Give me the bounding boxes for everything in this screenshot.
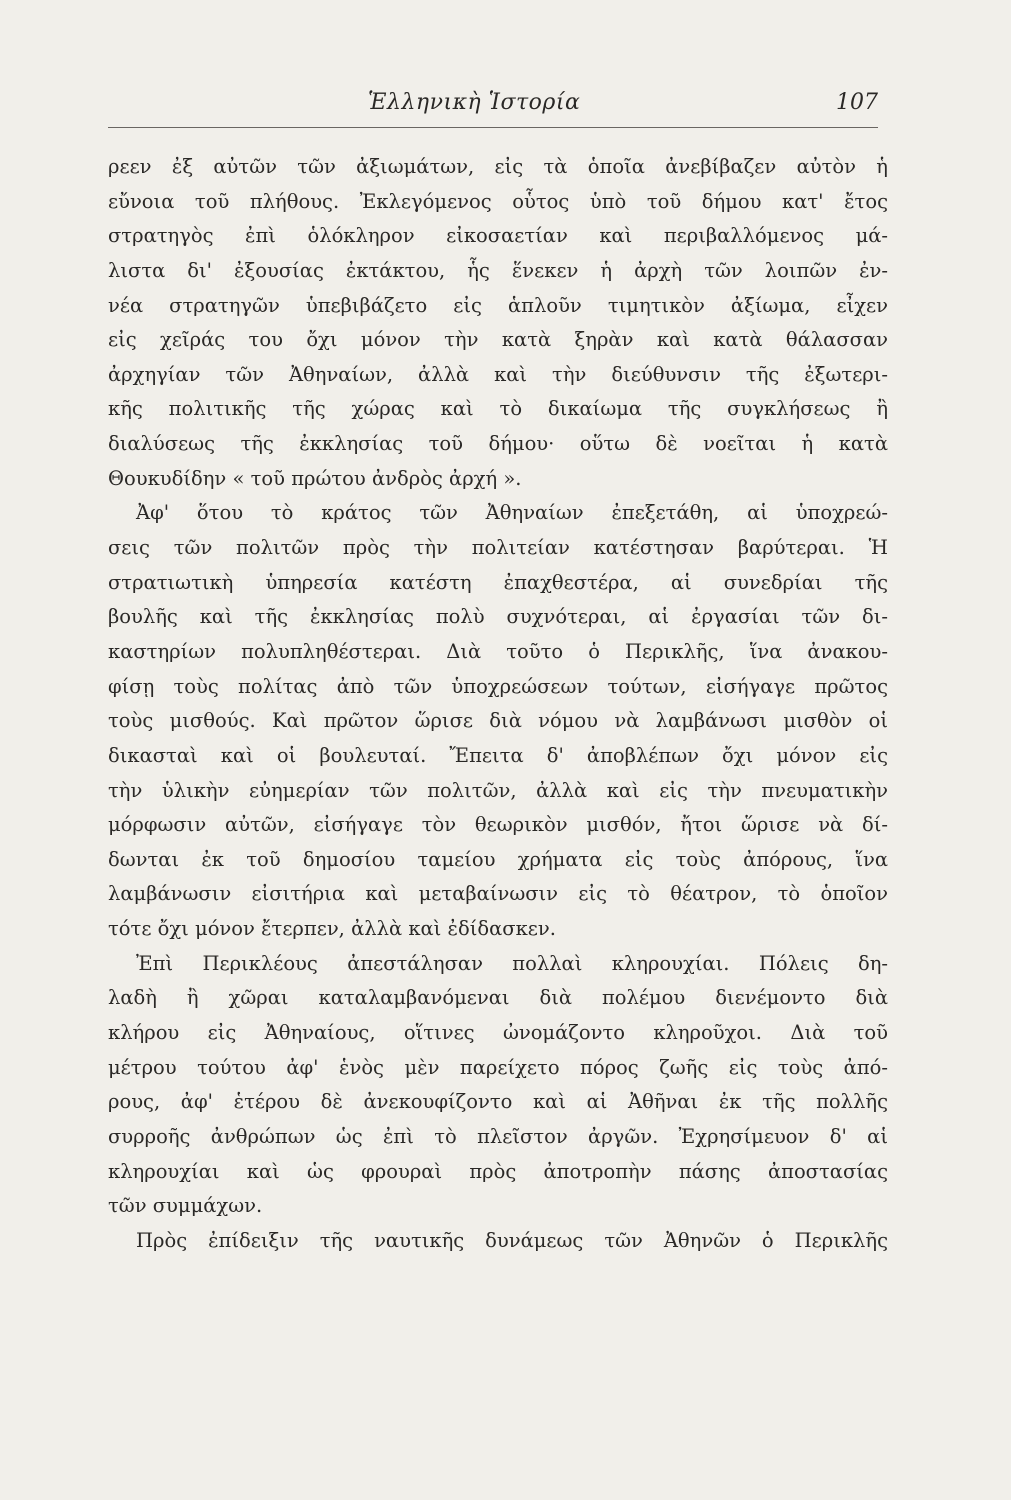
- text-line: στρατηγὸς ἐπὶ ὁλόκληρον εἰκοσαετίαν καὶ περιβαλλόμενος μά-: [108, 224, 888, 248]
- text-line: στρατιωτικὴ ὑπηρεσία κατέστη ἐπαχθεστέρα, αἱ συνεδρίαι τῆς: [108, 570, 888, 594]
- text-line: εἰς χεῖράς του ὄχι μόνον τὴν κατὰ ξηρὰν καὶ κατὰ θάλασσαν: [108, 328, 888, 352]
- text-line: τὴν ὑλικὴν εὐημερίαν τῶν πολιτῶν, ἀλλὰ καὶ εἰς τὴν πνευματικὴν: [108, 778, 888, 802]
- text-line: φίσῃ τοὺς πολίτας ἀπὸ τῶν ὑποχρεώσεων τούτων, εἰσήγαγε πρῶτος: [108, 674, 888, 698]
- text-line: σεις τῶν πολιτῶν πρὸς τὴν πολιτείαν κατέστησαν βαρύτεραι. Ἡ: [108, 536, 888, 560]
- header-rule: [108, 127, 878, 128]
- text-line: Ἐπὶ Περικλέους ἀπεστάλησαν πολλαὶ κληρουχίαι. Πόλεις δη-: [136, 951, 888, 975]
- running-title: Ἑλληνικὴ Ἱστορία: [368, 90, 581, 115]
- text-line: καστηρίων πολυπληθέστεραι. Διὰ τοῦτο ὁ Περικλῆς, ἵνα ἀνακου-: [108, 639, 888, 663]
- text-line: λαδὴ ἢ χῶραι καταλαμβανόμεναι διὰ πολέμου διενέμοντο διὰ: [108, 986, 888, 1010]
- text-line: διαλύσεως τῆς ἐκκλησίας τοῦ δήμου· οὕτω δὲ νοεῖται ἡ κατὰ: [108, 432, 888, 456]
- text-line: ἀρχηγίαν τῶν Ἀθηναίων, ἀλλὰ καὶ τὴν διεύθυνσιν τῆς ἐξωτερι-: [108, 362, 888, 386]
- text-line: κῆς πολιτικῆς τῆς χώρας καὶ τὸ δικαίωμα τῆς συγκλήσεως ἢ: [108, 397, 888, 421]
- text-line: μόρφωσιν αὐτῶν, εἰσήγαγε τὸν θεωρικὸν μισθόν, ἤτοι ὥρισε νὰ δί-: [108, 813, 888, 837]
- text-line: ρεεν ἐξ αὐτῶν τῶν ἀξιωμάτων, εἰς τὰ ὁποῖα ἀνεβίβαζεν αὐτὸν ἡ: [108, 155, 888, 178]
- text-line: Πρὸς ἐπίδειξιν τῆς ναυτικῆς δυνάμεως τῶν Ἀθηνῶν ὁ Περικλῆς: [136, 1228, 888, 1252]
- text-line: συρροῆς ἀνθρώπων ὡς ἐπὶ τὸ πλεῖστον ἀργῶν. Ἐχρησίμευον δ' αἱ: [108, 1124, 888, 1148]
- text-line: δωνται ἐκ τοῦ δημοσίου ταμείου χρήματα εἰς τοὺς ἀπόρους, ἵνα: [108, 847, 888, 871]
- text-line: ρους, ἀφ' ἑτέρου δὲ ἀνεκουφίζοντο καὶ αἱ Ἀθῆναι ἐκ τῆς πολλῆς: [108, 1090, 888, 1114]
- text-line: κλήρου εἰς Ἀθηναίους, οἵτινες ὠνομάζοντο κληροῦχοι. Διὰ τοῦ: [108, 1021, 888, 1045]
- text-line: δικασταὶ καὶ οἱ βουλευταί. Ἔπειτα δ' ἀποβλέπων ὄχι μόνον εἰς: [108, 743, 888, 767]
- page-header: [108, 88, 878, 128]
- page-number: 107: [836, 90, 878, 115]
- text-line: τῶν συμμάχων.: [108, 1194, 263, 1218]
- text-line: Θουκυδίδην « τοῦ πρώτου ἀνδρὸς ἀρχή ».: [108, 466, 522, 490]
- text-line: τότε ὄχι μόνον ἔτερπεν, ἀλλὰ καὶ ἐδίδασκεν.: [108, 917, 556, 941]
- body-text: [108, 150, 888, 1259]
- text-line: εὔνοια τοῦ πλήθους. Ἐκλεγόμενος οὗτος ὑπὸ τοῦ δήμου κατ' ἔτος: [108, 189, 888, 213]
- text-line: νέα στρατηγῶν ὑπεβιβάζετο εἰς ἁπλοῦν τιμητικὸν ἀξίωμα, εἶχεν: [108, 293, 888, 317]
- text-line: λαμβάνωσιν εἰσιτήρια καὶ μεταβαίνωσιν εἰς τὸ θέατρον, τὸ ὁποῖον: [108, 882, 888, 906]
- text-line: βουλῆς καὶ τῆς ἐκκλησίας πολὺ συχνότεραι, αἱ ἐργασίαι τῶν δι-: [108, 605, 888, 629]
- text-line: λιστα δι' ἐξουσίας ἐκτάκτου, ἧς ἕνεκεν ἡ ἀρχὴ τῶν λοιπῶν ἐν-: [108, 258, 888, 282]
- text-line: μέτρου τούτου ἀφ' ἑνὸς μὲν παρείχετο πόρος ζωῆς εἰς τοὺς ἀπό-: [108, 1055, 888, 1079]
- text-line: Ἀφ' ὅτου τὸ κράτος τῶν Ἀθηναίων ἐπεξετάθη, αἱ ὑποχρεώ-: [136, 501, 888, 525]
- text-line: κληρουχίαι καὶ ὡς φρουραὶ πρὸς ἀποτροπὴν πάσης ἀποστασίας: [108, 1159, 888, 1183]
- text-line: τοὺς μισθούς. Καὶ πρῶτον ὥρισε διὰ νόμου νὰ λαμβάνωσι μισθὸν οἱ: [108, 709, 888, 733]
